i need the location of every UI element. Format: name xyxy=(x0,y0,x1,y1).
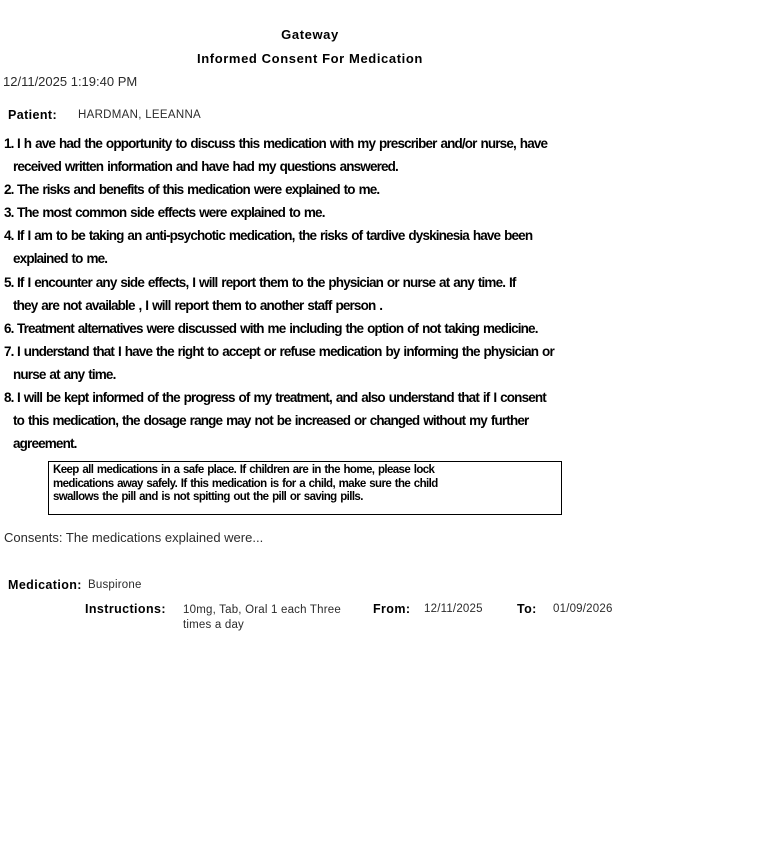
page-title: Gateway xyxy=(281,27,339,42)
item-number: 4. xyxy=(4,228,14,244)
item-text-line: I understand that I have the right to accept or refuse medication by informing the physician or xyxy=(17,343,554,359)
consent-item-2 xyxy=(4,182,744,205)
item-text-line: nurse at any time. xyxy=(13,366,116,382)
item-text-line: If I encounter any side effects, I will report them to the physician or nurse at any time. If xyxy=(17,274,516,290)
medication-name: Buspirone xyxy=(88,579,142,591)
consent-item-5 xyxy=(4,275,744,321)
consent-item-7 xyxy=(4,344,744,390)
item-number: 1. xyxy=(4,136,14,151)
item-text-line: to this medication, the dosage range may not be increased or changed without my further xyxy=(13,413,529,429)
patient-name: HARDMAN, LEEANNA xyxy=(78,109,202,121)
item-text-line: received written information and have had my questions answered. xyxy=(13,159,398,175)
consent-item-3 xyxy=(4,205,744,228)
item-text-line: The most common side effects were explained to me. xyxy=(17,205,325,221)
consent-item-1 xyxy=(4,136,744,182)
item-text-line: I h ave had the opportunity to discuss this medication with my prescriber and/or nurse, have xyxy=(17,136,548,151)
instructions-value xyxy=(183,603,363,632)
to-label: To: xyxy=(517,602,537,616)
consent-item-4 xyxy=(4,228,744,274)
item-text-line: The risks and benefits of this medication were explained to me. xyxy=(17,182,380,198)
item-number: 2. xyxy=(4,182,14,198)
item-text-line: Treatment alternatives were discussed with me including the option of not taking medicine. xyxy=(17,320,538,336)
item-number: 6. xyxy=(4,320,14,336)
consent-item-6 xyxy=(4,321,744,344)
patient-label: Patient: xyxy=(8,108,58,122)
from-label: From: xyxy=(373,602,411,616)
item-text-line: If I am to be taking an anti-psychotic medication, the risks of tardive dyskinesia have been xyxy=(17,228,533,244)
safety-notice-line: swallows the pill and is not spitting out the pill or saving pills. xyxy=(53,491,363,503)
from-date: 12/11/2025 xyxy=(424,603,483,615)
item-number: 3. xyxy=(4,205,14,221)
item-number: 8. xyxy=(4,390,14,406)
safety-notice-line: Keep all medications in a safe place. If children are in the home, please lock xyxy=(53,464,435,476)
item-text-line: I will be kept informed of the progress of my treatment, and also understand that if I consent xyxy=(17,390,546,406)
medication-safety-notice-box xyxy=(48,461,562,515)
report-timestamp: 12/11/2025 1:19:40 PM xyxy=(3,74,138,89)
item-number: 5. xyxy=(4,274,14,290)
instructions-line-1: 10mg, Tab, Oral 1 each Three xyxy=(183,604,341,616)
medication-label: Medication: xyxy=(8,578,82,592)
item-text-line: explained to me. xyxy=(13,251,108,267)
safety-notice-line: medications away safely. If this medication is for a child, make sure the child xyxy=(53,477,438,490)
instructions-label: Instructions: xyxy=(85,602,166,616)
item-text-line: they are not available , I will report them to another staff person . xyxy=(13,297,383,313)
page-subtitle: Informed Consent For Medication xyxy=(197,51,423,66)
consents-note: Consents: The medications explained were... xyxy=(4,530,264,545)
item-text-line: agreement. xyxy=(13,436,77,452)
consent-statement-list xyxy=(4,136,744,459)
consent-item-8 xyxy=(4,390,744,459)
item-number: 7. xyxy=(4,343,14,359)
instructions-line-2: times a day xyxy=(183,618,245,631)
to-date: 01/09/2026 xyxy=(553,603,613,615)
